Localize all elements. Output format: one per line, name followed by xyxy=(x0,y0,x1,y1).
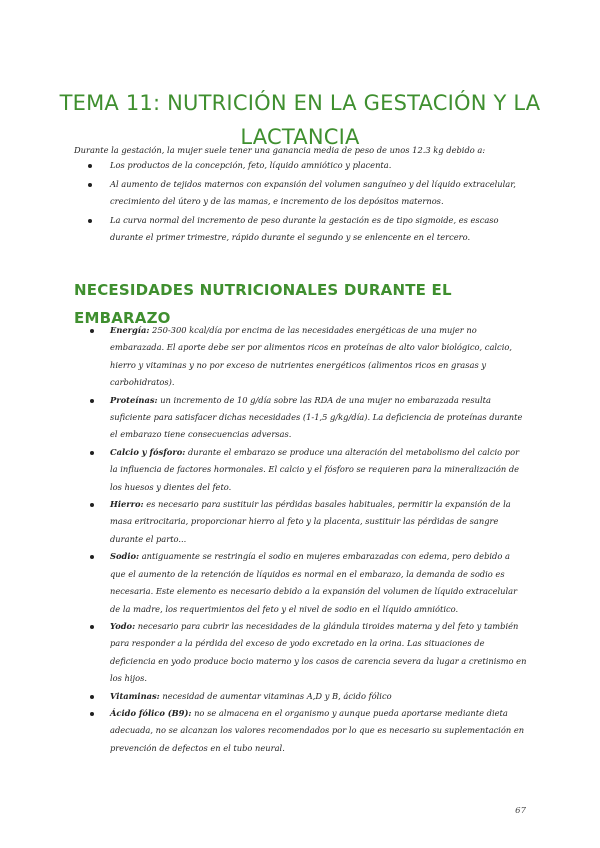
intro-lead: Durante la gestación, la mujer suele tener una ganancia media de peso de unos 12.3 kg debido a: xyxy=(74,145,486,155)
needs-section xyxy=(74,322,528,757)
list-item xyxy=(74,688,528,705)
bullet-icon xyxy=(90,555,94,559)
needs-list xyxy=(74,322,528,757)
list-item: La curva normal del incremento de peso durante la gestación es de tipo sigmoide, es escaso durante el primer trimestre, rápido durante el segundo y se enlencente en el tercero. xyxy=(74,212,530,246)
nutrient-term: Hierro: xyxy=(110,499,144,510)
list-item xyxy=(74,618,528,688)
list-item xyxy=(74,444,528,496)
list-item xyxy=(74,392,528,444)
bullet-icon xyxy=(88,219,92,223)
nutrient-text: necesario para cubrir las necesidades de la glándula tiroides materna y del feto y también para responder a la pérdida del exceso de yodo excretado en la orina. Las situaciones de deficiencia en yodo produce bocio materno y los casos de carencia severa da lugar a cretinismo en los hijos. xyxy=(110,620,527,684)
section-heading: NECESIDADES NUTRICIONALES DURANTE EL EMBARAZO xyxy=(74,281,452,328)
nutrient-text: es necesario para sustituir las pérdidas basales habituales, permitir la expansión de la masa eritrocitaria, proporcionar hierro al feto y la placenta, sustituir las pérdidas de sangre durante el parto... xyxy=(110,499,511,544)
nutrient-text: necesidad de aumentar vitaminas A,D y B, ácido fólico xyxy=(159,690,392,701)
bullet-icon xyxy=(90,695,94,699)
nutrient-term: Proteínas: xyxy=(110,394,158,405)
nutrient-text: no se almacena en el organismo y aunque pueda aportarse mediante dieta adecuada, no se alcanzan los valores recomendados por lo que es necesario su suplementación en prevención de defectos en el tubo neural. xyxy=(110,707,525,753)
nutrient-term: Calcio y fósforo: xyxy=(110,446,186,457)
page-number: 67 xyxy=(515,806,526,816)
bullet-icon xyxy=(90,399,94,403)
list-item xyxy=(74,705,528,757)
nutrient-text: 250-300 kcal/día por encima de las necesidades energéticas de una mujer no embarazada. El aporte debe ser por alimentos ricos en proteínas de alto valor biológico, calcio, hierro y vitaminas y no por exceso de nutrientes energéticos (alimentos ricos en grasas y carbohidratos). xyxy=(110,325,512,388)
nutrient-text: antiguamente se restringía el sodio en mujeres embarazadas con edema, pero debido a que el aumento de la retención de líquidos es normal en el embarazo, la demanda de sodio es necesaria. Este elemento es necesario debido a la expansión del volumen de líquido extracelular de la madre, los requerimientos del feto y el nivel de sodio en el líquido amniótico. xyxy=(110,551,518,614)
bullet-icon xyxy=(88,183,92,187)
list-item xyxy=(74,322,528,392)
list-item: Los productos de la concepción, feto, líquido amniótico y placenta. xyxy=(74,157,530,174)
bullet-icon xyxy=(90,625,94,629)
list-item xyxy=(74,496,528,548)
nutrient-term: Energía: xyxy=(110,325,150,335)
bullet-icon xyxy=(88,164,92,168)
bullet-icon xyxy=(90,503,94,507)
intro-list xyxy=(74,157,530,246)
nutrient-text: un incremento de 10 g/día sobre las RDA de una mujer no embarazada resulta suficiente para satisfacer dichas necesidades (1-1,5 g/kg/día). La deficiencia de proteínas durante el embarazo tiene consecuencias adversas. xyxy=(110,394,523,440)
bullet-icon xyxy=(90,451,94,455)
list-item: Al aumento de tejidos maternos con expansión del volumen sanguíneo y del líquido extracelular, crecimiento del útero y de las mamas, e incremento de los depósitos maternos. xyxy=(74,176,530,210)
list-item xyxy=(74,548,528,618)
bullet-icon xyxy=(90,712,94,716)
nutrient-term: Yodo: xyxy=(110,620,136,631)
nutrient-text: durante el embarazo se produce una alteración del metabolismo del calcio por la influencia de factores hormonales. El calcio y el fósforo se requieren para la mineralización de los huesos y dientes del feto. xyxy=(110,446,520,492)
bullet-icon xyxy=(90,329,94,333)
nutrient-term: Vitaminas: xyxy=(110,690,160,701)
intro-section xyxy=(74,144,530,248)
page-title: TEMA 11: NUTRICIÓN EN LA GESTACIÓN Y LA LACTANCIA xyxy=(59,91,541,150)
nutrient-term: Ácido fólico (B9): xyxy=(110,707,192,718)
nutrient-term: Sodio: xyxy=(110,551,140,562)
